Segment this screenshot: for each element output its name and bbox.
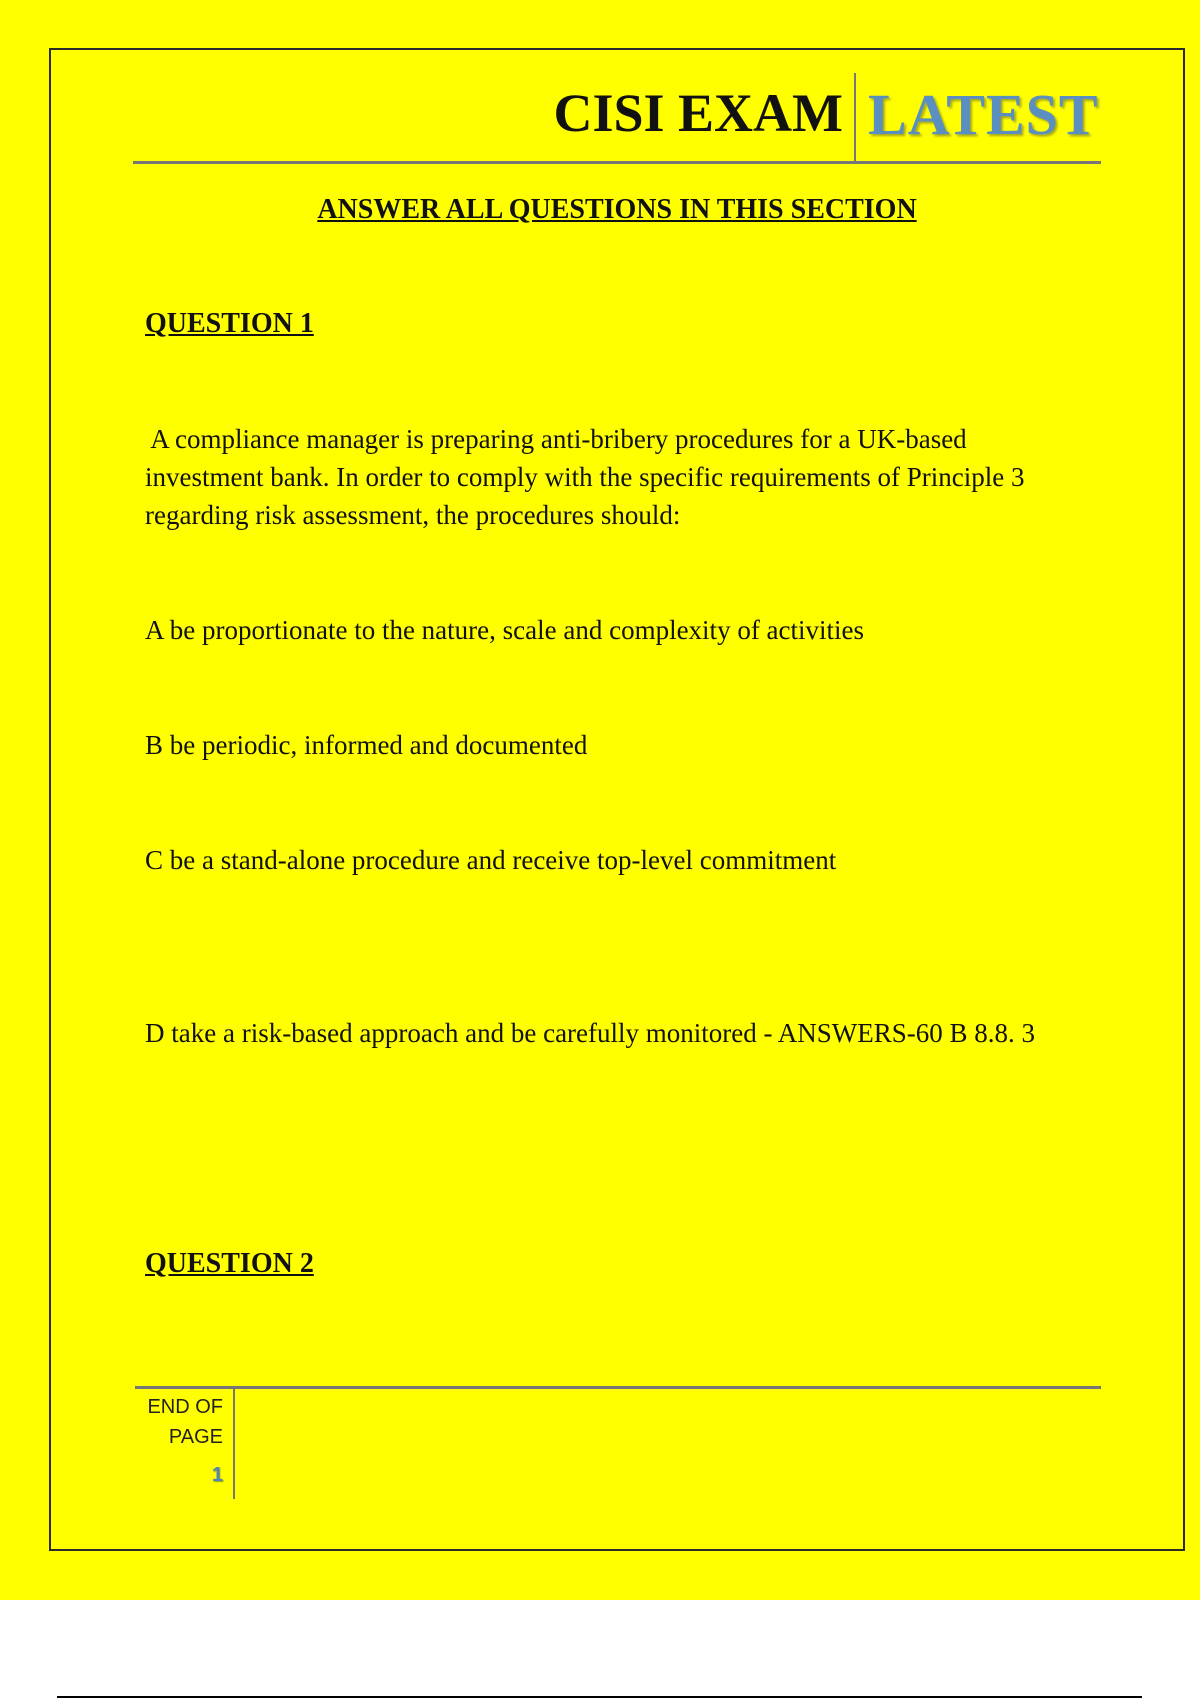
header-rule [133, 161, 1101, 164]
option-b: B be periodic, informed and documented [145, 730, 588, 760]
section-heading: ANSWER ALL QUESTIONS IN THIS SECTION [317, 194, 917, 225]
page-number: 1 [211, 1464, 223, 1486]
option-a: A be proportionate to the nature, scale and complexity of activities [145, 615, 865, 645]
footer-line-2: PAGE [168, 1426, 223, 1448]
stem-line: A compliance manager is preparing anti-bribery procedures for a UK-based [145, 424, 967, 454]
stem-line: investment bank. In order to comply with the specific requirements of Principle 3 [145, 462, 1025, 492]
page-border [49, 48, 1185, 1551]
footer-rule [135, 1386, 1101, 1389]
question-1-stem [145, 420, 1085, 534]
question-1-heading: QUESTION 1 [145, 308, 314, 339]
question-2-heading: QUESTION 2 [145, 1248, 314, 1279]
footer-line-1: END OF [147, 1396, 223, 1418]
footer-divider [233, 1389, 235, 1499]
bottom-rule [57, 1696, 1142, 1698]
stem-line: regarding risk assessment, the procedures should: [145, 500, 681, 530]
header-title: CISI EXAM [553, 83, 843, 143]
header-divider [854, 73, 856, 162]
header-accent: LATEST [868, 82, 1099, 147]
option-d: D take a risk-based approach and be carefully monitored - ANSWERS-60 B 8.8. 3 [145, 1018, 1036, 1048]
option-c: C be a stand-alone procedure and receive top-level commitment [145, 845, 837, 875]
footer-label [130, 1392, 223, 1452]
